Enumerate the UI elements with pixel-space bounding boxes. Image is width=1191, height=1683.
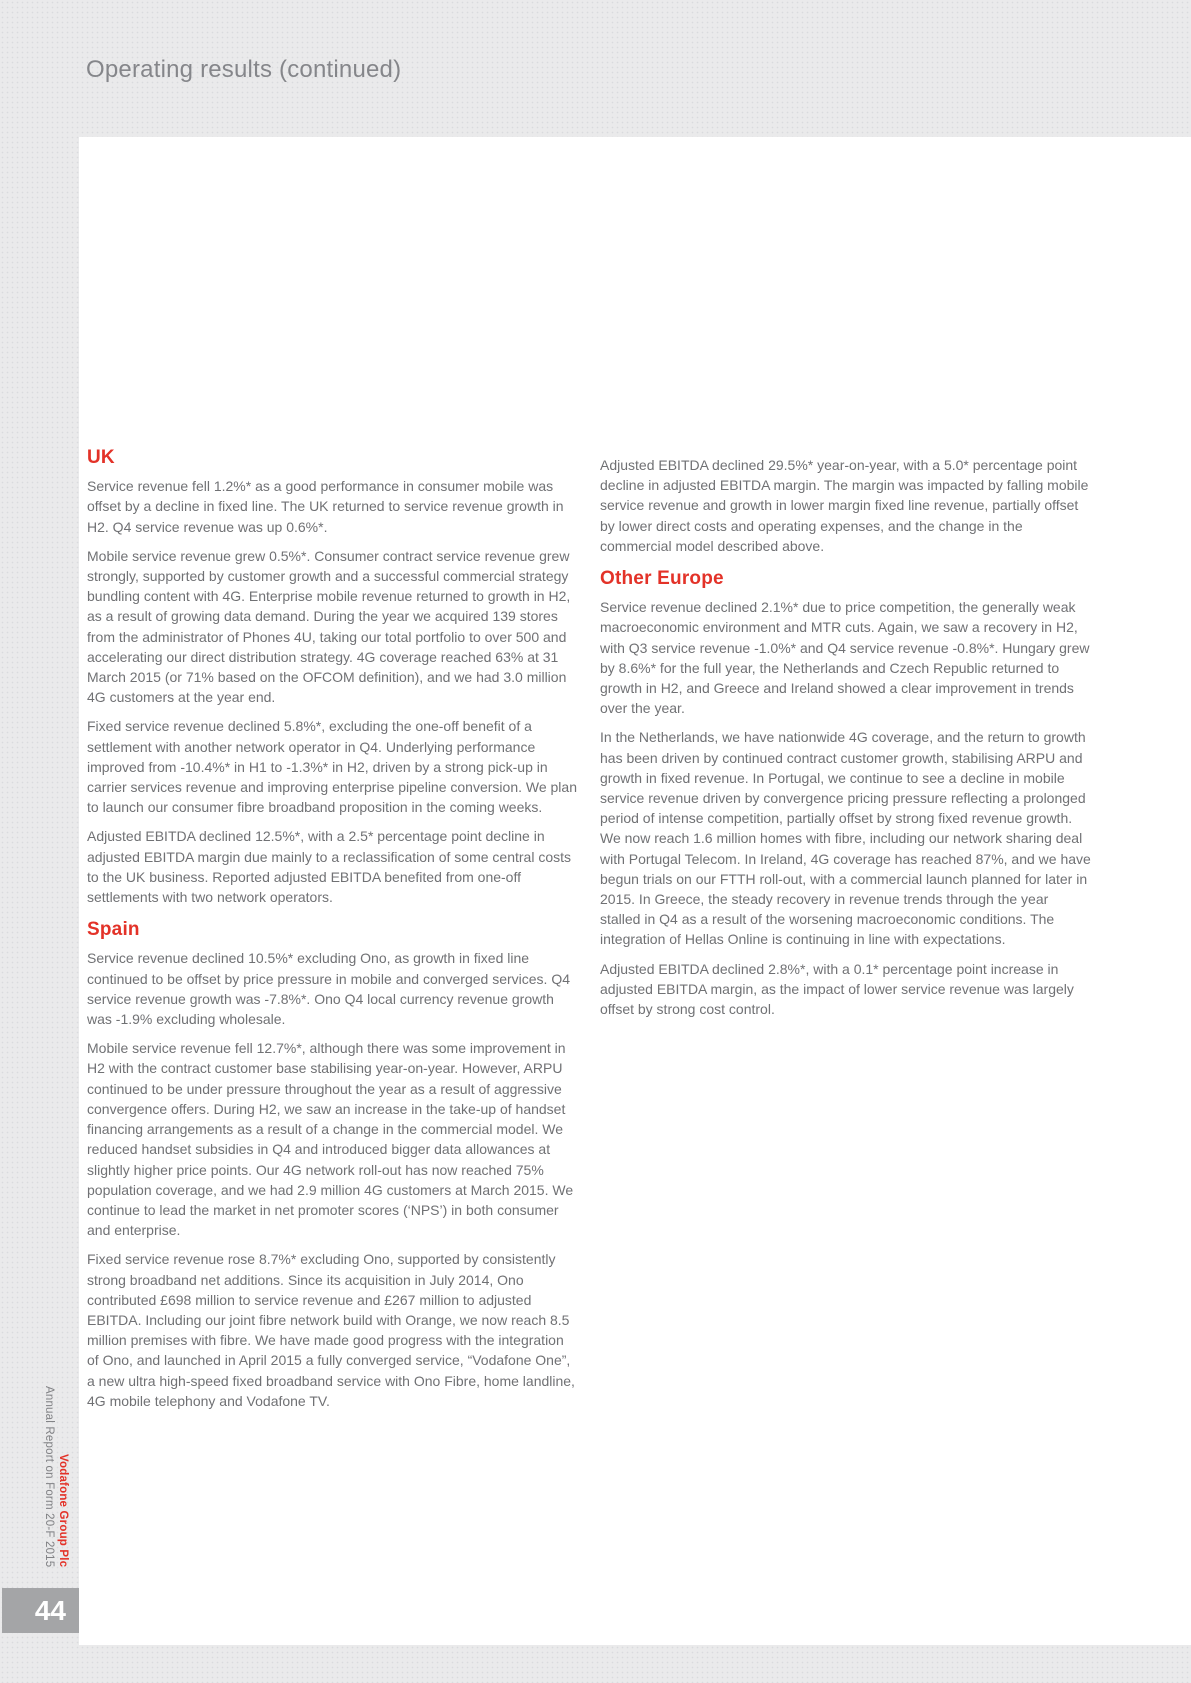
spine-text <box>42 1283 70 1567</box>
section-heading: Other Europe <box>600 568 724 590</box>
body-paragraph: Fixed service revenue rose 8.7%* excluding Ono, supported by consistently strong broadband net additions. Since its acquisition in July 2014, Ono contributed £698 million to service revenue and £267 million to adjusted EBITDA. Including our joint fibre network build with Orange, we now reach 8.5 million premises with fibre. We have made good progress with the integration of Ono, and launched in April 2015 a fully converged service, “Vodafone One”, a new ultra high-speed fixed broadband service with Ono Fibre, home landline, 4G mobile telephony and Vodafone TV. <box>87 1251 575 1409</box>
section-heading: UK <box>87 447 115 468</box>
body-paragraph: Service revenue fell 1.2%* as a good performance in consumer mobile was offset by a decline in fixed line. The UK returned to service revenue growth in H2. Q4 service revenue was up 0.6%*. <box>87 478 564 535</box>
body-paragraph: Fixed service revenue declined 5.8%*, excluding the one-off benefit of a settlement with another network operator in Q4. Underlying performance improved from -10.4%* in H1 to -1.3%* in H2, driven by a strong pick-up in carrier services revenue and improving enterprise pipeline conversion. We plan to launch our consumer fibre broadband proposition in the coming weeks. <box>87 718 577 816</box>
body-paragraph: Adjusted EBITDA declined 2.8%*, with a 0.1* percentage point increase in adjusted EBITDA margin, as the impact of lower service revenue was largely offset by strong cost control. <box>600 960 1074 1018</box>
body-paragraph: In the Netherlands, we have nationwide 4G coverage, and the return to growth has been driven by continued contract customer growth, stabilising ARPU and growth in fixed revenue. In Portugal, we continue to see a decline in mobile service revenue driven by convergence pricing pressure reflecting a prolonged period of intense competition, partially offset by strong fixed revenue growth. We now reach 1.6 million homes with fibre, including our network sharing deal with Portugal Telecom. In Ireland, 4G coverage has reached 87%, and we have begun trials on our FTTH roll-out, with a commercial launch planned for later in 2015. In Greece, the steady recovery in revenue trends through the year stalled in Q4 as a result of the worsening macroeconomic conditions. The integration of Hellas Online is continuing in line with expectations. <box>600 729 1091 948</box>
body-paragraph: Adjusted EBITDA declined 12.5%*, with a 2.5* percentage point decline in adjusted EBITDA margin due mainly to a reclassification of some central costs to the UK business. Reported adjusted EBITDA benefited from one-off settlements with two network operators. <box>87 828 571 906</box>
text-column-left <box>87 448 579 1420</box>
spine-report-title-text: Annual Report on Form 20-F 2015 <box>43 1385 55 1567</box>
section-heading: Spain <box>87 919 140 941</box>
page-title: Operating results (continued) <box>86 56 402 83</box>
body-paragraph: Mobile service revenue grew 0.5%*. Consumer contract service revenue grew strongly, supported by customer growth and a successful commercial strategy bundling content with 4G. Enterprise mobile revenue returned to growth in H2, as a result of growing data demand. During the year we acquired 139 stores from the administrator of Phones 4U, taking our total portfolio to over 500 and accelerating our direct distribution strategy. 4G coverage reached 63% at 31 March 2015 (or 71% based on the OFCOM definition), and we had 3.0 million 4G customers at the year end. <box>87 547 571 706</box>
body-paragraph: Mobile service revenue fell 12.7%*, although there was some improvement in H2 with the contract customer base stabilising year-on-year. However, ARPU continued to be under pressure throughout the year as a result of aggressive convergence offers. During H2, we saw an increase in the take-up of handset financing arrangements as a result of a change in the commercial model. We reduced handset subsidies in Q4 and introduced bigger data allowances at slightly higher price points. Our 4G network roll-out has now reached 75% population coverage, and we had 2.9 million 4G customers at March 2015. We continue to lead the market in net promoter scores (‘NPS’) in both consumer and enterprise. <box>87 1040 574 1239</box>
spine-brand-text: Vodafone Group Plc <box>57 1453 69 1567</box>
page-number-badge: 44 <box>2 1588 79 1633</box>
body-paragraph: Service revenue declined 2.1%* due to price competition, the generally weak macroeconomic environment and MTR cuts. Again, we saw a recovery in H2, with Q3 service revenue -1.0%* and Q4 service revenue -0.8%*. Hungary grew by 8.6%* for the full year, the Netherlands and Czech Republic returned to growth in H2, and Greece and Ireland showed a clear improvement in trends over the year. <box>600 599 1090 717</box>
body-paragraph: Service revenue declined 10.5%* excluding Ono, as growth in fixed line continued to be offset by price pressure in mobile and converged services. Q4 service revenue growth was -7.8%*. Ono Q4 local currency revenue growth was -1.9% excluding wholesale. <box>87 950 571 1028</box>
body-paragraph: Adjusted EBITDA declined 29.5%* year-on-year, with a 5.0* percentage point decline in adjusted EBITDA margin. The margin was impacted by falling mobile service revenue and growth in lower margin fixed line revenue, partially offset by lower direct costs and operating expenses, and the change in the commercial model described above. <box>600 457 1089 554</box>
content-sheet <box>79 137 1191 1645</box>
text-column-right <box>600 455 1092 1028</box>
